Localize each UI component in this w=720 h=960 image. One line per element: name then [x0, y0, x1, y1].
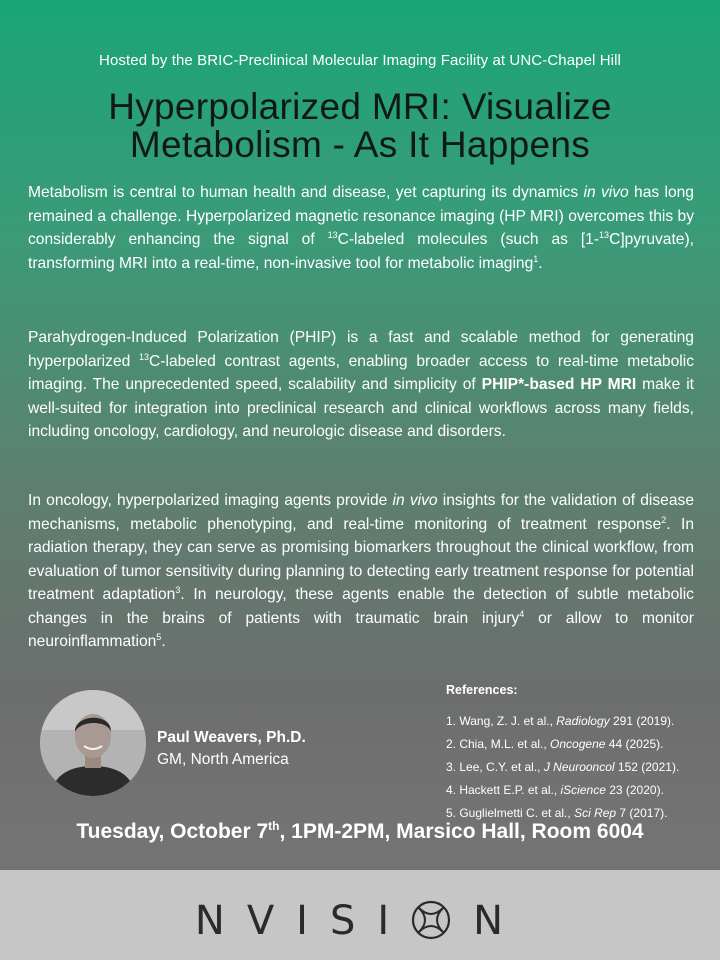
reference-item: 3. Lee, C.Y. et al., J Neurooncol 152 (2021). — [446, 760, 680, 774]
p1-text-e: C]pyruvate), transforming MRI into a real-time, non-invasive tool for metabolic imaging — [28, 231, 694, 272]
p1-text-f: . — [538, 254, 543, 272]
p1-italic: in vivo — [583, 184, 629, 201]
speaker-avatar — [40, 690, 146, 796]
poster-title — [0, 88, 720, 164]
reference-item: 2. Chia, M.L. et al., Oncogene 44 (2025). — [446, 737, 664, 751]
paragraph-applications — [28, 489, 694, 654]
p3-italic: in vivo — [392, 492, 438, 509]
event-datetime — [0, 820, 720, 844]
p3-text-f: or allow to monitor neuroinflammation — [28, 609, 694, 650]
p2-text-c: make it well-suited for integration into preclinical research and clinical workflows across many fields, including oncology, cardiology, and neurologic disease and disorders. — [28, 376, 694, 440]
reference-item: 1. Wang, Z. J. et al., Radiology 291 (2019). — [446, 714, 675, 728]
event-day: Tuesday, October 7 — [76, 820, 269, 843]
logo-text-left: NVISI — [194, 898, 412, 944]
paragraph-phip — [28, 326, 694, 444]
p3-sup-4: 5 — [156, 632, 162, 642]
p3-text-d: . In radiation therapy, they can serve as promising biomarkers throughout the clinical workflow, from evaluation of tumor sensitivity during planning to detecting early treatment response for potential treatment adaptation — [28, 515, 694, 603]
logo-o-icon — [411, 900, 451, 950]
event-day-suffix: th — [268, 819, 280, 833]
host-line: Hosted by the BRIC-Preclinical Molecular Imaging Facility at UNC-Chapel Hill — [99, 52, 621, 69]
p3-text-c: insights for the validation of disease mechanisms, metabolic phenotyping, and real-time monitoring of treatment response — [28, 492, 694, 533]
nvision-logo — [0, 898, 720, 950]
title-line-1: Hyperpolarized MRI: Visualize — [108, 86, 612, 127]
p3-sup-2: 3 — [175, 585, 181, 595]
logo-text-right: N — [473, 898, 526, 944]
p1-sup-2: 13 — [599, 230, 610, 240]
p3-sup-3: 4 — [519, 608, 525, 619]
p1-sup-1: 13 — [327, 230, 338, 240]
title-line-2: Metabolism - As It Happens — [129, 124, 591, 165]
reference-item: 4. Hackett E.P. et al., iScience 23 (2020). — [446, 783, 664, 797]
p3-text-g: . — [161, 633, 166, 650]
p1-text-a: Metabolism is central to human health and disease, yet capturing its dynamics — [28, 184, 584, 201]
footer-band — [0, 870, 720, 960]
p1-text-d: C-labeled molecules (such as [1- — [337, 231, 600, 248]
event-time-location: , 1PM-2PM, Marsico Hall, Room 6004 — [279, 820, 644, 843]
references-list — [446, 710, 716, 825]
p2-bold: PHIP*-based HP MRI — [481, 376, 637, 393]
p2-sup-1: 13 — [139, 351, 150, 362]
reference-item: 5. Guglielmetti C. et al., Sci Rep 7 (2017). — [446, 806, 668, 820]
p3-text-e: . In neurology, these agents enable the detection of subtle metabolic changes in the brains of patients with traumatic brain injury — [28, 586, 694, 627]
p2-text-b: C-labeled contrast agents, enabling broader access to real-time metabolic imaging. The unprecedented speed, scalability and simplicity of — [28, 352, 694, 393]
references-title: References: — [446, 683, 518, 697]
p1-sup-3: 1 — [533, 253, 539, 264]
speaker-photo-icon — [40, 690, 146, 796]
p3-text-a: In oncology, hyperpolarized imaging agents provide — [28, 492, 393, 509]
paragraph-intro — [28, 181, 694, 275]
p2-text-a: Parahydrogen-Induced Polarization (PHIP) is a fast and scalable method for generating hyperpolarized — [28, 329, 694, 370]
speaker-role: GM, North America — [157, 751, 289, 768]
speaker-name: Paul Weavers, Ph.D. — [157, 729, 306, 746]
p3-sup-1: 2 — [661, 514, 667, 525]
p1-text-c: has long remained a challenge. Hyperpolarized magnetic resonance imaging (HP MRI) overcomes this by considerably enhancing the signal of — [28, 184, 694, 248]
